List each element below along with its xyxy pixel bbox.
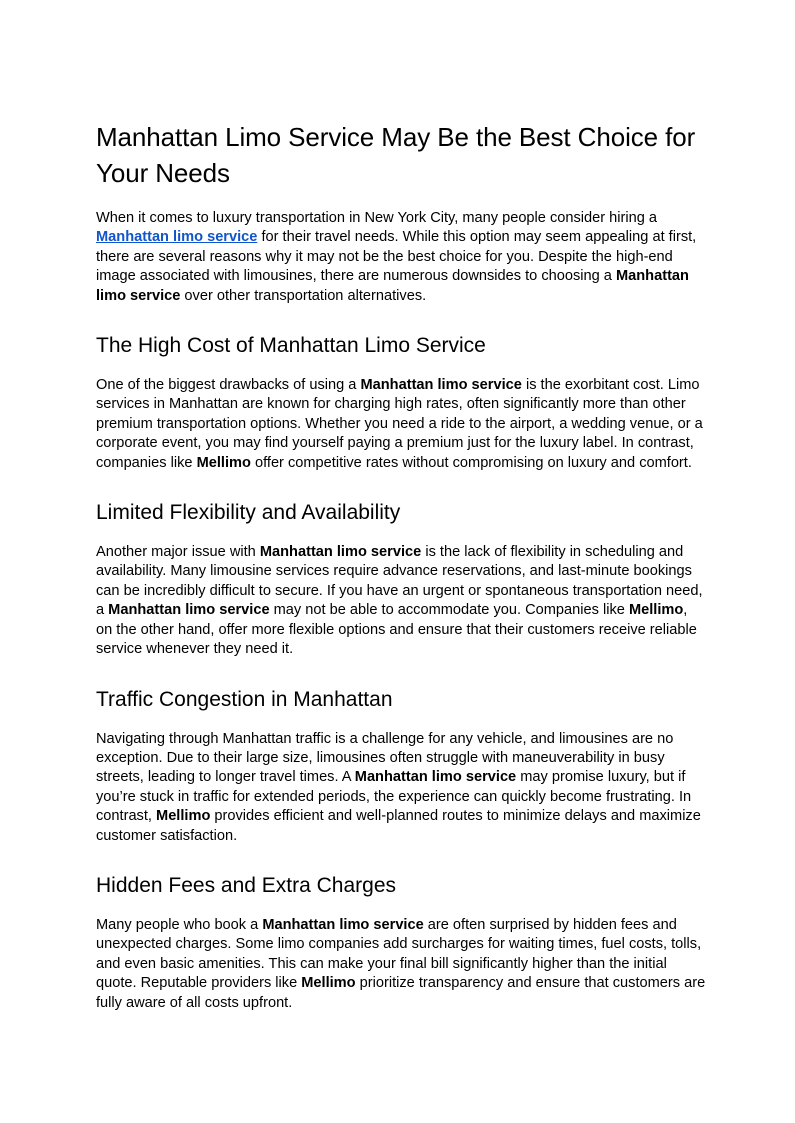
intro-text-1: When it comes to luxury transportation in New York City, many people consider hiring a	[96, 210, 658, 226]
paragraph-text: are often surprised by hidden fees and unexpected charges. Some limo companies add surcharges for waiting times, fuel costs, tolls, and even basic amenities. This can make your final bill significantly higher than the initial quote. Reputable providers like	[96, 916, 702, 992]
paragraph-bold: Manhattan limo service	[262, 916, 424, 933]
section-paragraph-high-cost	[96, 376, 706, 473]
intro-text-3: over other transportation alternatives.	[180, 287, 427, 304]
section-paragraph-flexibility	[96, 543, 706, 659]
document-page	[96, 119, 706, 1013]
paragraph-bold: Manhattan limo service	[354, 769, 517, 786]
manhattan-limo-service-link[interactable]: Manhattan limo service	[96, 229, 258, 246]
paragraph-bold: Mellimo	[301, 975, 356, 992]
intro-bold-1: Manhattan limo service	[96, 268, 689, 304]
paragraph-text: is the lack of flexibility in scheduling and availability. Many limousine services require advance reservations, and last-minute bookings can be incredibly difficult to secure. If you have an urgent or spontaneous transportation need, a	[96, 544, 703, 619]
paragraph-text: Navigating through Manhattan traffic is a challenge for any vehicle, and limousines are no exception. Due to their large size, limousines often struggle with maneuverability in busy streets, leading to longer travel times. A	[96, 730, 674, 786]
paragraph-text: offer competitive rates without compromising on luxury and comfort.	[250, 454, 692, 471]
intro-text-2: for their travel needs. While this option may seem appealing at first, there are several reasons why it may not be the best choice for you. Despite the high-end image associated with limousines, there are numerous downsides to choosing a	[96, 229, 697, 285]
section-paragraph-traffic	[96, 730, 706, 846]
section-paragraph-hidden-fees	[96, 916, 706, 1013]
section-heading-hidden-fees: Hidden Fees and Extra Charges	[96, 873, 396, 897]
paragraph-bold: Manhattan limo service	[108, 602, 270, 619]
paragraph-text: Another major issue with	[96, 544, 260, 561]
paragraph-text: may promise luxury, but if you’re stuck in traffic for extended periods, the experience can quickly become frustrating. In contrast,	[96, 769, 692, 825]
intro-paragraph	[96, 209, 706, 306]
paragraph-text: is the exorbitant cost. Limo services in Manhattan are known for charging high rates, often significantly more than other premium transportation options. Whether you need a ride to the airport, a wedding venue, or a corporate event, you may find yourself paying a premium just for the luxury label. In contrast, companies like	[96, 377, 703, 471]
paragraph-text: Many people who book a	[96, 916, 263, 933]
section-heading-high-cost: The High Cost of Manhattan Limo Service	[96, 334, 486, 358]
paragraph-bold: Mellimo	[196, 454, 251, 471]
page-title: Manhattan Limo Service May Be the Best Choice for Your Needs	[96, 122, 696, 188]
section-heading-flexibility: Limited Flexibility and Availability	[96, 501, 401, 525]
paragraph-text: One of the biggest drawbacks of using a	[96, 377, 361, 394]
paragraph-bold: Mellimo	[156, 808, 211, 825]
paragraph-text: provides efficient and well-planned routes to minimize delays and maximize customer satisfaction.	[96, 808, 701, 844]
paragraph-text: , on the other hand, offer more flexible options and ensure that their customers receive reliable service whenever they need it.	[96, 602, 697, 658]
paragraph-text: prioritize transparency and ensure that customers are fully aware of all costs upfront.	[96, 975, 706, 1011]
section-heading-traffic: Traffic Congestion in Manhattan	[96, 687, 393, 711]
paragraph-text: may not be able to accommodate you. Companies like	[269, 602, 629, 619]
paragraph-bold: Manhattan limo service	[360, 377, 522, 394]
paragraph-bold: Mellimo	[628, 602, 684, 619]
paragraph-bold: Manhattan limo service	[259, 544, 422, 561]
